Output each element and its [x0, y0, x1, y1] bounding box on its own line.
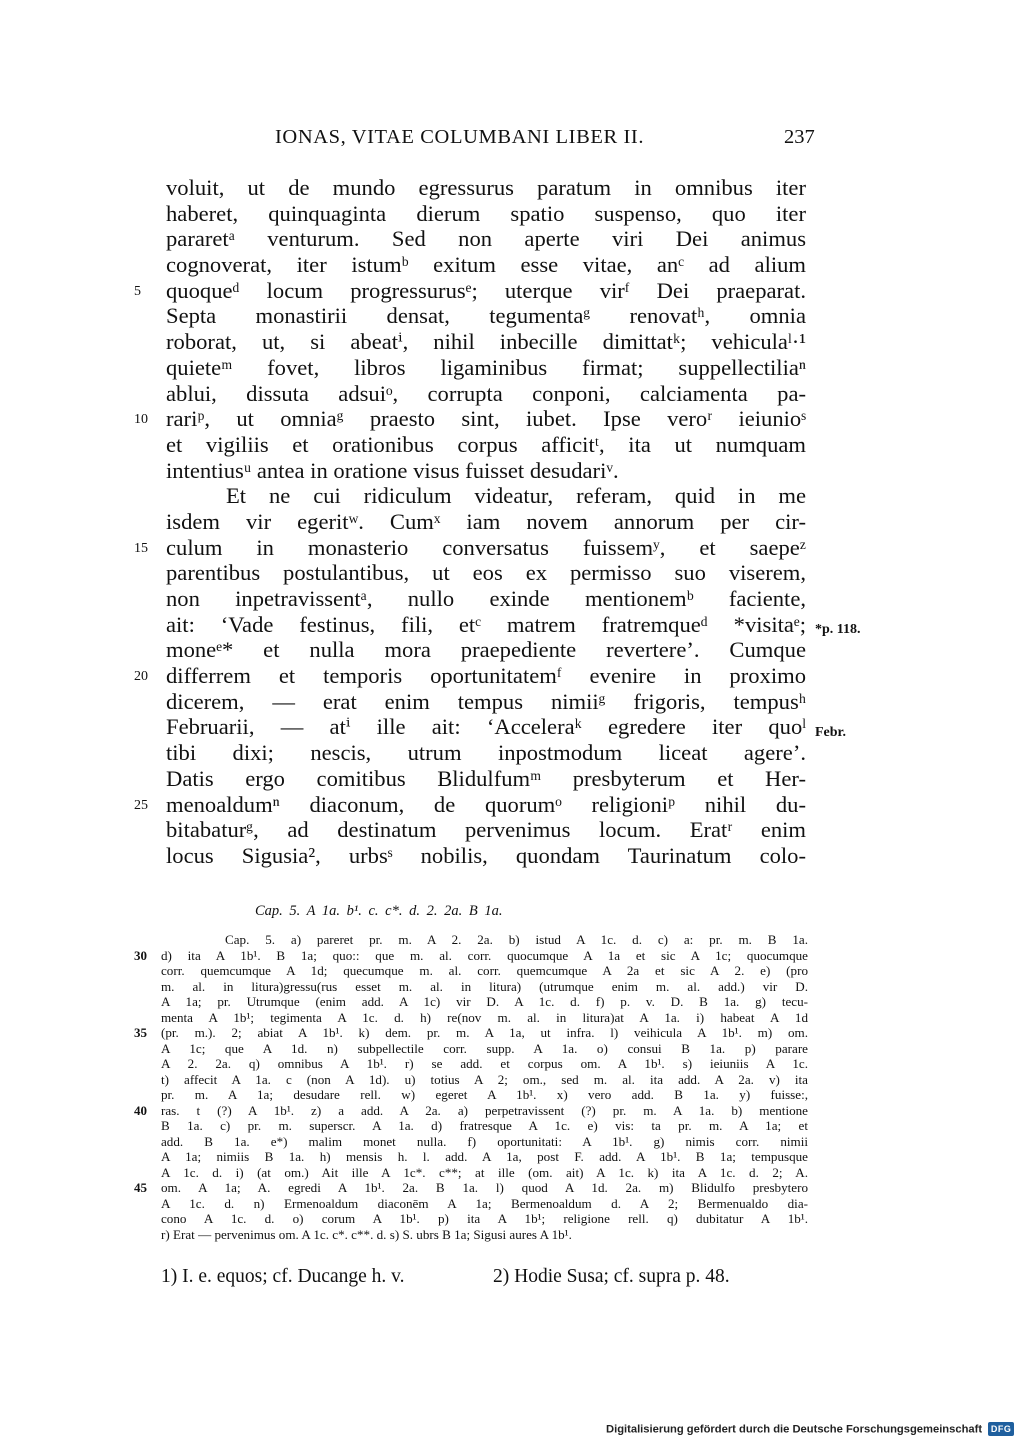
- text-line-content: parentibus postulantibus, ut eos ex permisso suo viserem,: [166, 560, 806, 586]
- running-head: [0, 126, 1000, 156]
- text-line-content: differrem et temporis oportunitatemᶠ evenire in proximo: [166, 663, 806, 689]
- text-line: [166, 689, 806, 715]
- apparatus-line-content: cono A 1c. d. o) corum A 1b¹. p) ita A 1b¹; religione rell. q) dubitatur A 1b¹.: [161, 1211, 808, 1226]
- credit-text: Digitalisierung gefördert durch die Deutsche Forschungsgemeinschaft: [606, 1423, 983, 1436]
- text-line-content: haberet, quinquaginta dierum spatio suspenso, quo iter: [166, 200, 806, 226]
- apparatus-line: [161, 1041, 808, 1057]
- text-line: [166, 458, 806, 484]
- apparatus-line: [161, 1010, 808, 1026]
- dfg-logo: DFG: [988, 1422, 1014, 1436]
- line-number: 20: [134, 669, 148, 685]
- chapter-sources: Cap. 5. A 1a. b¹. c. c*. d. 2. 2a. B 1a.: [255, 903, 503, 919]
- apparatus-line: [161, 1134, 808, 1150]
- text-line-content: roborat, ut, si abeatⁱ, nihil inbecille dimittatᵏ; vehiculaˡ·¹: [166, 329, 806, 355]
- apparatus-line-content: ras. t (?) A 1b¹. z) a add. A 2a. a) perpetravissent (?) pr. m. A 1a. b) mentione: [161, 1102, 808, 1118]
- text-line: [166, 303, 806, 329]
- text-line: [134, 277, 806, 304]
- text-line: [166, 329, 806, 355]
- text-line-content: isdem vir egeritʷ. Cumˣ iam novem annorum per cir-: [166, 508, 806, 534]
- text-line-content: bitabaturᵍ, ad destinatum pervenimus locum. Eratʳ enim: [166, 817, 806, 843]
- text-line-content: menoaldumⁿ diaconum, de quorumᵒ religioniᵖ nihil du-: [166, 791, 806, 817]
- text-line: [134, 534, 806, 561]
- apparatus-line-content: menta A 1b¹; tegimenta A 1c. d. h) re(nov m. al. in litura)at A 1a. i) habeat A 1d: [161, 1009, 808, 1025]
- text-line: [166, 355, 806, 381]
- text-line: [166, 560, 806, 586]
- apparatus-line: [161, 979, 808, 995]
- text-line: [134, 663, 806, 689]
- text-line: [166, 201, 806, 227]
- footnotes: [161, 1266, 730, 1288]
- apparatus-line-content: A 1a; pr. Utrumque (enim add. A 1c) vir D. A 1c. d. f) p. v. D. B 1a. g) tecu-: [161, 994, 808, 1009]
- footnote-2: 2) Hodie Susa; cf. supra p. 48.: [493, 1266, 730, 1287]
- text-line: [134, 406, 806, 432]
- apparatus-line: [161, 963, 808, 979]
- apparatus-line-content: Cap. 5. a) pareret pr. m. A 2. 2a. b) istud A 1c. d. c) a: pr. m. B 1a.: [225, 932, 808, 947]
- line-number: 5: [134, 283, 141, 299]
- text-line-content: non inpetravissentᵃ, nullo exinde mentionemᵇ faciente,: [166, 586, 806, 611]
- apparatus-line-number: 30: [134, 947, 147, 963]
- footnote-1: 1) I. e. equos; cf. Ducange h. v.: [161, 1266, 405, 1287]
- text-line-content: culum in monasterio conversatus fuissemʸ, et saepeᶻ: [166, 534, 806, 560]
- text-line-content: locus Sigusia², urbsˢ nobilis, quondam Taurinatum colo-: [166, 842, 806, 868]
- text-line-content: voluit, ut de mundo egressurus paratum in omnibus iter: [166, 175, 806, 200]
- running-title: IONAS, VITAE COLUMBANI LIBER II.: [275, 126, 645, 148]
- apparatus-line-content: t) affecit A 1a. c (non A 1d). u) totius A 2; om., sed m. al. ita add. A 2a. v) ita: [161, 1071, 808, 1087]
- main-text: [134, 175, 806, 869]
- apparatus-line-content: m. al. in litura)gressu(rus esset m. al. in litura) (utrumque enim m. al. add.) vir D.: [161, 978, 808, 994]
- apparatus-line-content: A 1a; nimiis B 1a. h) mensis h. l. add. A 1a, post F. add. A 1b¹. B 1a; tempusque: [161, 1149, 808, 1164]
- text-line-content: rariᵖ, ut omniaᵍ praesto sint, iubet. Ipse veroʳ ieiunioˢ: [166, 406, 806, 432]
- text-line: [166, 714, 806, 740]
- page-number: 237: [784, 126, 815, 148]
- apparatus-line: [161, 1196, 808, 1212]
- text-line-content: dicerem, — erat enim tempus nimiiᵍ frigoris, tempusʰ: [166, 688, 806, 714]
- apparatus-line-content: d) ita A 1b¹. B 1a; quo:: que m. al. corr. quocumque A 1a et sic A 1c; quocumque: [161, 947, 808, 963]
- line-number: 25: [134, 797, 148, 813]
- apparatus-line-content: A 1c. d. n) Ermenoaldum diaconēm A 1a; Bermenoaldum d. A 2; Bermenualdo dia-: [161, 1195, 808, 1211]
- text-line-content: Et ne cui ridiculum videatur, referam, quid in me: [226, 483, 806, 509]
- apparatus-line-content: add. B 1a. e*) malim monet nulla. f) oportunitati: A 1b¹. g) nimis corr. nimii: [161, 1133, 808, 1149]
- text-line: [166, 817, 806, 843]
- text-line-content: pararetᵃ venturum. Sed non aperte viri Dei animus: [166, 226, 806, 252]
- text-line-content: et vigiliis et orationibus corpus afficitᵗ, ita ut numquam: [166, 431, 806, 457]
- apparatus-line: [161, 1072, 808, 1088]
- apparatus-line: [161, 1118, 808, 1134]
- text-line-content: intentiusᵘ antea in oratione visus fuisset desudariᵛ.: [166, 457, 619, 483]
- text-line: [166, 252, 806, 278]
- apparatus-line: [134, 1102, 808, 1119]
- apparatus-line-number: 45: [134, 1180, 147, 1195]
- apparatus-line: [161, 1087, 808, 1103]
- text-line-content: Februarii, — atⁱ ille ait: ‘Acceleraᵏ egredere iter quoˡ: [166, 714, 806, 740]
- text-line: [166, 226, 806, 252]
- margin-note-febr: Febr.: [815, 725, 846, 740]
- text-line-content: quoqueᵈ locum progressurusᵉ; uterque virᶠ Dei praeparat.: [166, 277, 806, 303]
- line-number: 15: [134, 540, 148, 556]
- margin-note-page-reference: *p. 118.: [815, 622, 861, 637]
- apparatus-line: [134, 947, 808, 964]
- apparatus-line-content: A 1c. d. i) (at om.) Ait ille A 1c*. c**; at ille (om. ait) A 1c. k) ita A 1c. d. 2; A.: [161, 1164, 808, 1180]
- apparatus-line: [161, 1165, 808, 1181]
- apparatus-line-number: 35: [134, 1025, 147, 1040]
- text-line: [166, 381, 806, 407]
- apparatus-line-content: corr. quemcumque A 1d; quecumque m. al. corr. quemcumque A 2a et sic A 2. e) (pro: [161, 963, 808, 978]
- apparatus-line-content: B 1a. c) pr. m. superscr. A 1a. d) fratresque A 1c. e) vis: ta pr. m. A 1a; et: [161, 1118, 808, 1133]
- text-line-content: tibi dixi; nescis, utrum inpostmodum liceat agere’.: [166, 740, 806, 766]
- text-line: [166, 843, 806, 869]
- apparatus-line: [161, 932, 808, 948]
- text-line: [166, 509, 806, 535]
- text-line-content: ablui, dissuta adsuiᵒ, corrupta conponi, calciamenta pa-: [166, 380, 806, 406]
- apparatus-line: [161, 1227, 808, 1243]
- apparatus-line: [161, 1149, 808, 1165]
- apparatus-line-content: r) Erat — pervenimus om. A 1c. c*. c**. d. s) S. ubrs B 1a; Sigusi aures A 1b¹.: [161, 1226, 572, 1242]
- apparatus-line: [161, 994, 808, 1010]
- text-line: [166, 586, 806, 612]
- text-line: [134, 791, 806, 818]
- text-line-content: Datis ergo comitibus Blidulfumᵐ presbyterum et Her-: [166, 765, 806, 791]
- text-line-content: ait: ‘Vade festinus, fili, etᶜ matrem fratremqueᵈ *visitaᵉ;: [166, 611, 806, 637]
- apparatus-line: [161, 1211, 808, 1227]
- apparatus-line-content: A 2. 2a. q) omnibus A 1b¹. r) se add. et corpus om. A 1b¹. s) ieiuniis A 1c.: [161, 1056, 808, 1071]
- apparatus-line: [134, 1180, 808, 1196]
- text-line: [166, 175, 806, 201]
- text-line: [166, 432, 806, 458]
- apparatus-line-content: pr. m. A 1a; desudare rell. w) egeret A 1b¹. x) vero add. B 1a. y) fuisse:,: [161, 1087, 808, 1102]
- text-line: [166, 612, 806, 638]
- digitization-credit: [606, 1420, 1014, 1436]
- text-line: [166, 637, 806, 663]
- apparatus-line-number: 40: [134, 1102, 147, 1118]
- text-line-content: moneᵉ* et nulla mora praepediente revertere’. Cumque: [166, 637, 806, 663]
- text-line: [166, 740, 806, 766]
- text-line-content: quieteᵐ fovet, libros ligaminibus firmat; suppellectiliaⁿ: [166, 354, 806, 380]
- apparatus-line: [134, 1025, 808, 1041]
- text-line-content: Septa monastirii densat, tegumentaᵍ renovatʰ, omnia: [166, 303, 806, 329]
- critical-apparatus: [134, 932, 808, 1242]
- text-line: [166, 483, 806, 509]
- apparatus-line-content: A 1c; que A 1d. n) subpellectile corr. supp. A 1a. o) consui B 1a. p) parare: [161, 1040, 808, 1056]
- apparatus-line: [161, 1056, 808, 1072]
- text-line-content: cognoverat, iter istumᵇ exitum esse vitae, anᶜ ad alium: [166, 252, 806, 278]
- text-line: [166, 766, 806, 792]
- apparatus-line-content: (pr. m.). 2; abiat A 1b¹. k) dem. pr. m. A 1a, ut infra. l) veihicula A 1b¹. m) om.: [161, 1025, 808, 1040]
- line-number: 10: [134, 412, 148, 428]
- apparatus-line-content: om. A 1a; A. egredi A 1b¹. 2a. B 1a. l) quod A 1d. 2a. m) Blidulfo presbytero: [161, 1180, 808, 1195]
